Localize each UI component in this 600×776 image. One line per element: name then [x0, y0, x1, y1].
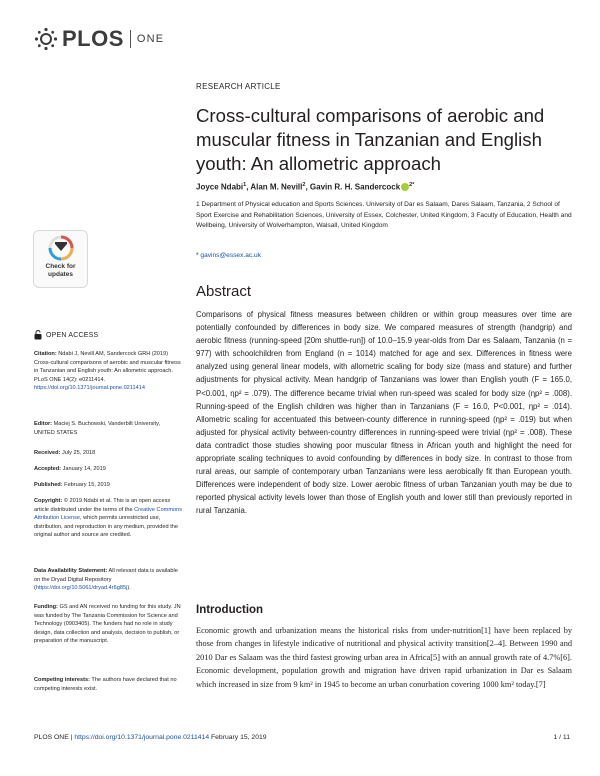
competing-interests-block	[34, 676, 182, 693]
check-for-updates-icon	[48, 235, 74, 261]
footer-left: PLOS ONE | https://doi.org/10.1371/journal.pone.0211414 February 15, 2019	[34, 734, 267, 741]
plos-one-logo	[34, 26, 164, 52]
check-for-updates-badge[interactable]	[33, 230, 88, 288]
citation-block	[34, 350, 182, 393]
published-block	[34, 481, 182, 490]
published-date: February 15, 2019	[64, 482, 110, 488]
article-title: Cross-cultural comparisons of aerobic and muscular fitness in Tanzanian and English youth: An allometric approach	[196, 105, 545, 174]
data-availability-label: Data Availability Statement:	[34, 568, 108, 574]
logo-divider	[130, 30, 131, 48]
published-label: Published:	[34, 482, 63, 488]
open-access-label: OPEN ACCESS	[46, 331, 99, 339]
author-affil-ref: 2*	[409, 182, 415, 188]
data-availability-text: All relevant data is available on the Dryad Digital Repository (	[34, 568, 178, 591]
editor-text: Maciej S. Buchowski, Vanderbilt University, UNITED STATES	[34, 421, 161, 436]
received-block	[34, 449, 182, 458]
footer-journal: PLOS ONE	[34, 734, 69, 741]
author-name[interactable]: Joyce Ndabi	[196, 182, 244, 192]
introduction-heading: Introduction	[196, 604, 264, 616]
author-affil-ref: 2	[302, 182, 306, 188]
author-list: Joyce Ndabi$^1$, Alan M. Nevill$^2$, Gavin R. H. Sandercock $^{2*}$	[196, 182, 415, 192]
introduction-text: Economic growth and urbanization means the historical risks from under-nutrition[1] have been replaced by those from changes in lifestyle indicative of nutritional and physical activity transition[2–4]. Between 1990 and 2010 Dar es Salaam was the third fastest growing urban area in Africa[5] with an annual growth rate of 4.7%[6]. Economic development, population growth and migration have driven rapid urbanization in Dar es Salaam which increased in size from 9 km² in 1945 to become an urban conurbation covering 1000 km² today.[7]	[196, 626, 572, 689]
email-link[interactable]: gavins@essex.ac.uk	[200, 252, 261, 259]
data-availability-end: ).	[127, 585, 131, 591]
affiliations: 1 Department of Physical education and Sports Sciences. University of Dar es Salaam, Dares Salaam, Tanzania, 2 School of Sport Exercise and Rehabilitation Sciences, University of Essex, Colchester, United Kingdom, 3 Faculty of Education, Health and Wellbeing, University of Wolverhampton, Walsall, United Kingdom	[196, 201, 572, 230]
received-label: Received:	[34, 450, 61, 456]
accepted-label: Accepted:	[34, 466, 62, 472]
accepted-block	[34, 465, 182, 474]
author-name[interactable]: Alan M. Nevill	[250, 182, 303, 192]
check-for-updates-label: Check for updates	[45, 263, 76, 278]
article-type: RESEARCH ARTICLE	[196, 82, 281, 91]
license-link[interactable]: Creative Commons Attribution License	[34, 506, 183, 521]
copyright-block	[34, 497, 182, 540]
copyright-label: Copyright:	[34, 498, 63, 504]
editor-label: Editor:	[34, 421, 53, 427]
abstract-text: Comparisons of physical fitness measures between children or within group measures over time are potentially confounded by differences in body size. We compared measures of strength (handgrip) and aerobic fitness (running-speed [20m shuttle-run]) of 10.0–15.9 year-olds from Dar es Salaam, Tanzania (n = 977) with schoolchildren from England (n = 1014) matched for age and sex. Differences in fitness were analyzed using general linear models, with allometric scaling for body size (mass and stature) and further adjustments for physical activity. Mean handgrip of Tanzanians was lower than English youth (F = 165.0, P<0.001, ηp² = .079). The difference became trivial when run-speed was scaled for body size (ηp² = .008). Running-speed of the English children was higher than in Tanzanians (F = 16.0, P<0.001, ηp² = .014). Allometric scaling for accentuated this between-county difference in running-speed (ηp² = .019) but when adjusted for physical activity between-country differences in running-speed were trivial (ηp² = .008). These data contradict those studies showing poor muscular fitness in African youth and highlight the need for appropriate scaling techniques to avoid confounding by differences in body size. In contrast to those from rural areas, our sample of contemporary urban Tanzanians were less aerobically fit than European youth. Differences were independent of body size. Lower aerobic fitness of urban Tanzanian youth may be due to reported physical activity levels lower than those of English youth and lower still than previously reported in rural Tanzania.	[196, 310, 572, 516]
data-availability-block	[34, 567, 182, 593]
footer-date: February 15, 2019	[211, 734, 267, 741]
page-footer	[34, 734, 570, 741]
citation-label: Citation:	[34, 351, 57, 357]
competing-interests-label: Competing interests:	[34, 677, 90, 683]
funding-label: Funding:	[34, 604, 58, 610]
editor-block	[34, 420, 182, 437]
funding-text: GS and AN received no funding for this study. JN was funded by The Tanzania Commission for Science and Technology (0903405). The funders had no role in study design, data collection and analysis, decision to publish, or preparation of the manuscript.	[34, 604, 181, 644]
funding-block	[34, 603, 182, 646]
received-date: July 25, 2018	[62, 450, 96, 456]
citation-text: Ndabi J, Nevill AM, Sandercock GRH (2019) Cross-cultural comparisons of aerobic and muscular fitness in Tanzanian and English youth: An allometric approach. PLoS ONE 14(2): e0211414.	[34, 351, 181, 383]
open-access-badge	[34, 330, 98, 340]
copyright-text-end: , which permits unrestricted use, distribution, and reproduction in any medium, provided the original author and source are credited.	[34, 515, 178, 538]
competing-interests-text: The authors have declared that no competing interests exist.	[34, 677, 177, 692]
footer-doi-link[interactable]: https://doi.org/10.1371/journal.pone.0211414	[74, 734, 210, 741]
orcid-icon[interactable]	[401, 183, 409, 191]
author-affil-ref: 1	[243, 182, 247, 188]
open-lock-icon	[34, 330, 42, 340]
logo-one-text: ONE	[136, 33, 165, 45]
footer-page-number: 1 / 11	[553, 734, 570, 741]
abstract-heading: Abstract	[196, 283, 252, 300]
author-name[interactable]: Gavin R. H. Sandercock	[309, 182, 401, 192]
corresponding-email	[196, 252, 261, 259]
plos-logo-icon	[34, 27, 58, 51]
citation-doi-link[interactable]: https://doi.org/10.1371/journal.pone.0211414	[34, 385, 145, 391]
dryad-link[interactable]: https://doi.org/10.5061/dryad.4r6g85j	[35, 585, 128, 591]
logo-plos-text: PLOS	[62, 26, 124, 51]
copyright-text: © 2019 Ndabi et al. This is an open access article distributed under the terms of the	[34, 498, 171, 513]
accepted-date: January 14, 2019	[62, 466, 106, 472]
corresponding-star: *	[196, 252, 199, 259]
